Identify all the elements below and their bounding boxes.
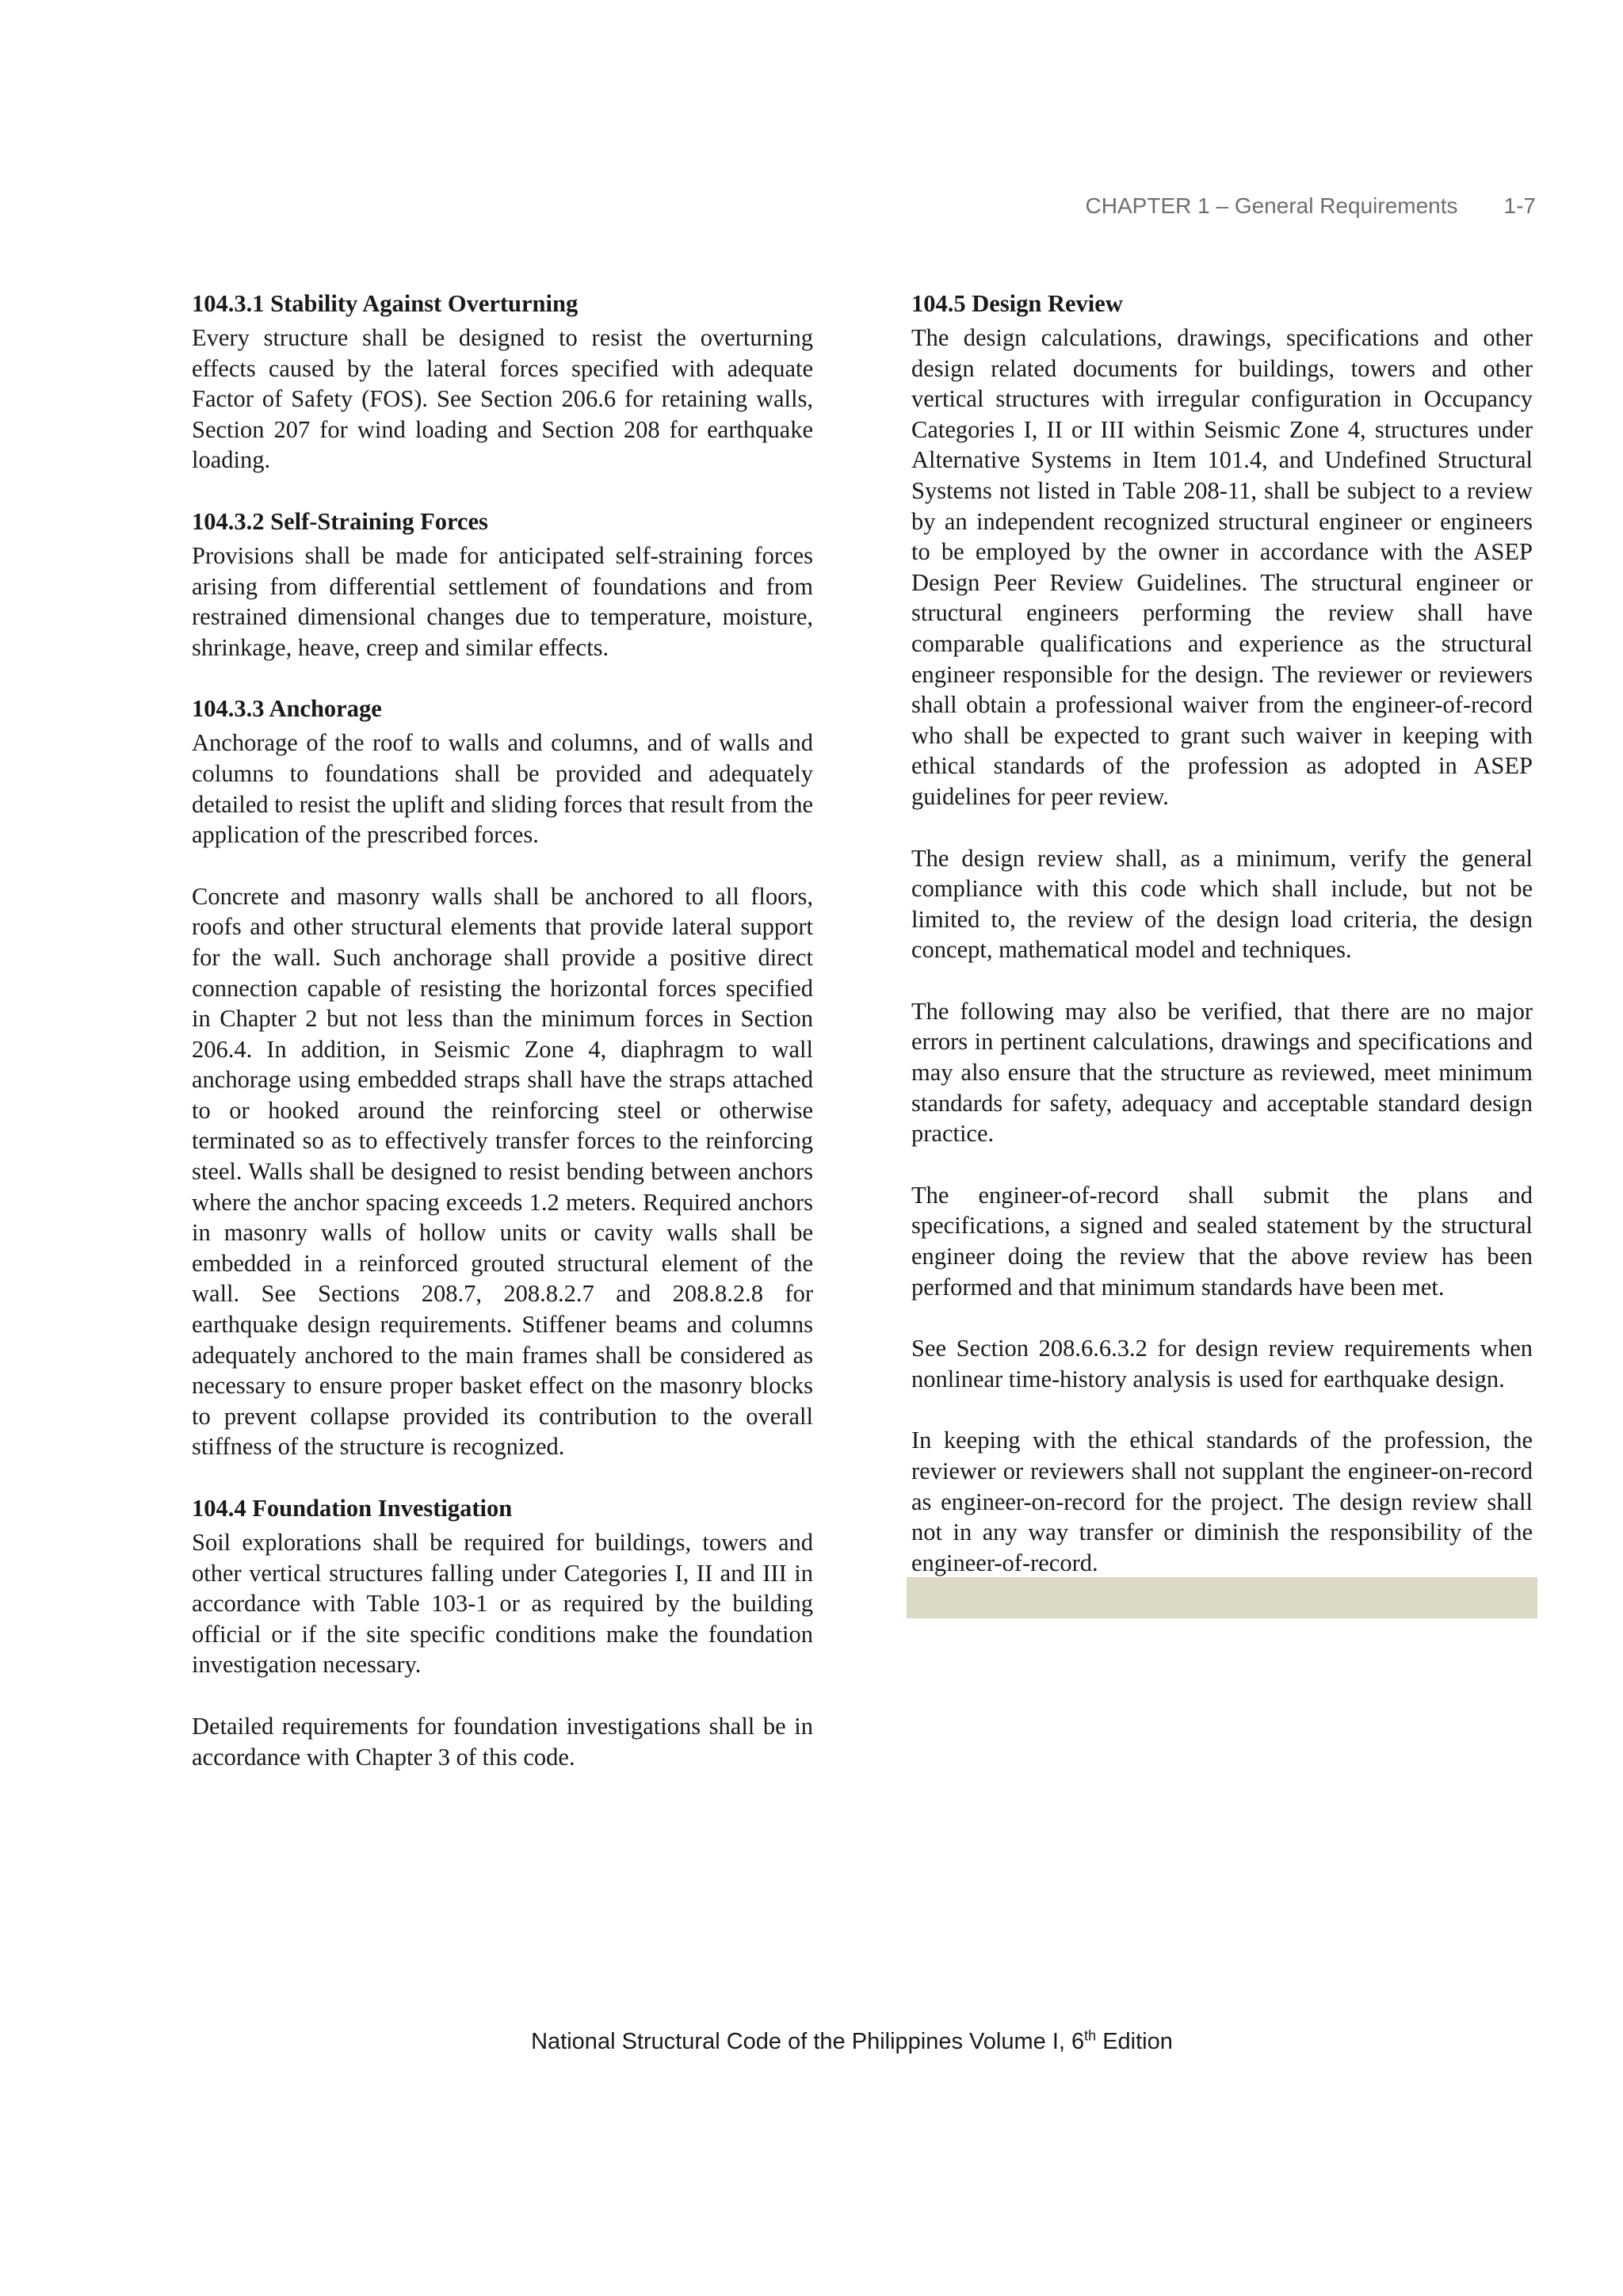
section-104-3-3 xyxy=(192,693,813,1462)
section-heading: 104.3.3 Anchorage xyxy=(192,695,382,723)
paragraph: Soil explorations shall be required for buildings, towers and other vertical structures falling under Categories I, II and III in accordance with Table 103-1 or as required by the building official or if the site specific conditions make the foundation investigation necessary. xyxy=(192,1529,813,1679)
paragraph: The following may also be verified, that there are no major errors in pertinent calculations, drawings and specifications and may also ensure that the structure as reviewed, meet minimum standards for safety, adequacy and acceptable standard design practice. xyxy=(911,997,1533,1148)
paragraph: The design calculations, drawings, specifications and other design related documents for buildings, towers and other vertical structures with irregular configuration in Occupancy Categories I, II or III within Seismic Zone 4, structures under Alternative Systems in Item 101.4, and Undefined Structural Systems not listed in Table 208-11, shall be subject to a review by an independent recognized structural engineer or engineers to be employed by the owner in accordance with the ASEP Design Peer Review Guidelines. The structural engineer or structural engineers performing the review shall have comparable qualifications and experience as the structural engineer responsible for the design. The reviewer or reviewers shall obtain a professional waiver from the engineer-of-record who shall be expected to grant such waiver in keeping with ethical standards of the profession as adopted in ASEP guidelines for peer review. xyxy=(911,324,1533,810)
section-104-4 xyxy=(192,1493,813,1772)
section-104-3-2 xyxy=(192,506,813,663)
paragraph: The engineer-of-record shall submit the plans and specifications, a signed and sealed statement by the structural engineer doing the review that the above review has been performed and that minimum standards have been met. xyxy=(911,1181,1533,1301)
paragraph: See Section 208.6.6.3.2 for design review requirements when nonlinear time-history analysis is used for earthquake design. xyxy=(911,1335,1533,1392)
page-footer xyxy=(0,2029,1623,2055)
paragraph: Concrete and masonry walls shall be anchored to all floors, roofs and other structural elements that provide lateral support for the wall. Such anchorage shall provide a positive direct connection capable of resisting the horizontal forces specified in Chapter 2 but not less than the minimum forces in Section 206.4. In addition, in Seismic Zone 4, diaphragm to wall anchorage using embedded straps shall have the straps attached to or hooked around the reinforcing steel or otherwise terminated so as to effectively transfer forces to the reinforcing steel. Walls shall be designed to resist bending between anchors where the anchor spacing exceeds 1.2 meters. Required anchors in masonry walls of hollow units or cavity walls shall be embedded in a reinforced grouted structural element of the wall. See Sections 208.7, 208.8.2.7 and 208.8.2.8 for earthquake design requirements. Stiffener beams and columns adequately anchored to the main frames shall be considered as necessary to ensure proper basket effect on the masonry blocks to prevent collapse provided its contribution to the overall stiffness of the structure is recognized. xyxy=(192,882,813,1461)
paragraph: In keeping with the ethical standards of the profession, the reviewer or reviewers shall not supplant the engineer-on-record as engineer-on-record for the project. The design review shall not in any way transfer or diminish the responsibility of the engineer-of-record. xyxy=(911,1427,1533,1576)
footer-text: National Structural Code of the Philippines Volume I, 6 xyxy=(531,2029,1085,2054)
footer-superscript: th xyxy=(1084,2027,1097,2044)
paragraph: Anchorage of the roof to walls and columns, and of walls and columns to foundations shall be provided and adequately detailed to resist the uplift and sliding forces that result from the application of the prescribed forces. xyxy=(192,729,813,849)
paragraph: The design review shall, as a minimum, verify the general compliance with this code which shall include, but not be limited to, the review of the design load criteria, the design concept, mathematical model and techniques. xyxy=(911,844,1533,964)
chapter-title: CHAPTER 1 – General Requirements xyxy=(1085,193,1458,218)
left-column xyxy=(192,288,813,1803)
footer-suffix: Edition xyxy=(1096,2029,1173,2054)
running-header xyxy=(1086,193,1536,219)
paragraph: Detailed requirements for foundation investigations shall be in accordance with Chapter 3 of this code. xyxy=(192,1712,813,1771)
shaded-bar xyxy=(907,1577,1537,1618)
paragraph: Every structure shall be designed to resist the overturning effects caused by the lateral forces specified with adequate Factor of Safety (FOS). See Section 206.6 for retaining walls, Section 207 for wind loading and Section 208 for earthquake loading. xyxy=(192,324,813,474)
page-number: 1-7 xyxy=(1503,193,1536,218)
section-104-5 xyxy=(911,288,1533,1578)
section-heading: 104.3.2 Self-Straining Forces xyxy=(192,507,488,535)
section-heading: 104.5 Design Review xyxy=(911,290,1123,317)
section-heading: 104.3.1 Stability Against Overturning xyxy=(192,290,579,317)
section-104-3-1 xyxy=(192,288,813,476)
paragraph: Provisions shall be made for anticipated self-straining forces arising from differential settlement of foundations and from restrained dimensional changes due to temperature, moisture, shrinkage, heave, creep and similar effects. xyxy=(192,541,813,661)
section-heading: 104.4 Foundation Investigation xyxy=(192,1495,513,1522)
right-column xyxy=(911,288,1533,1618)
